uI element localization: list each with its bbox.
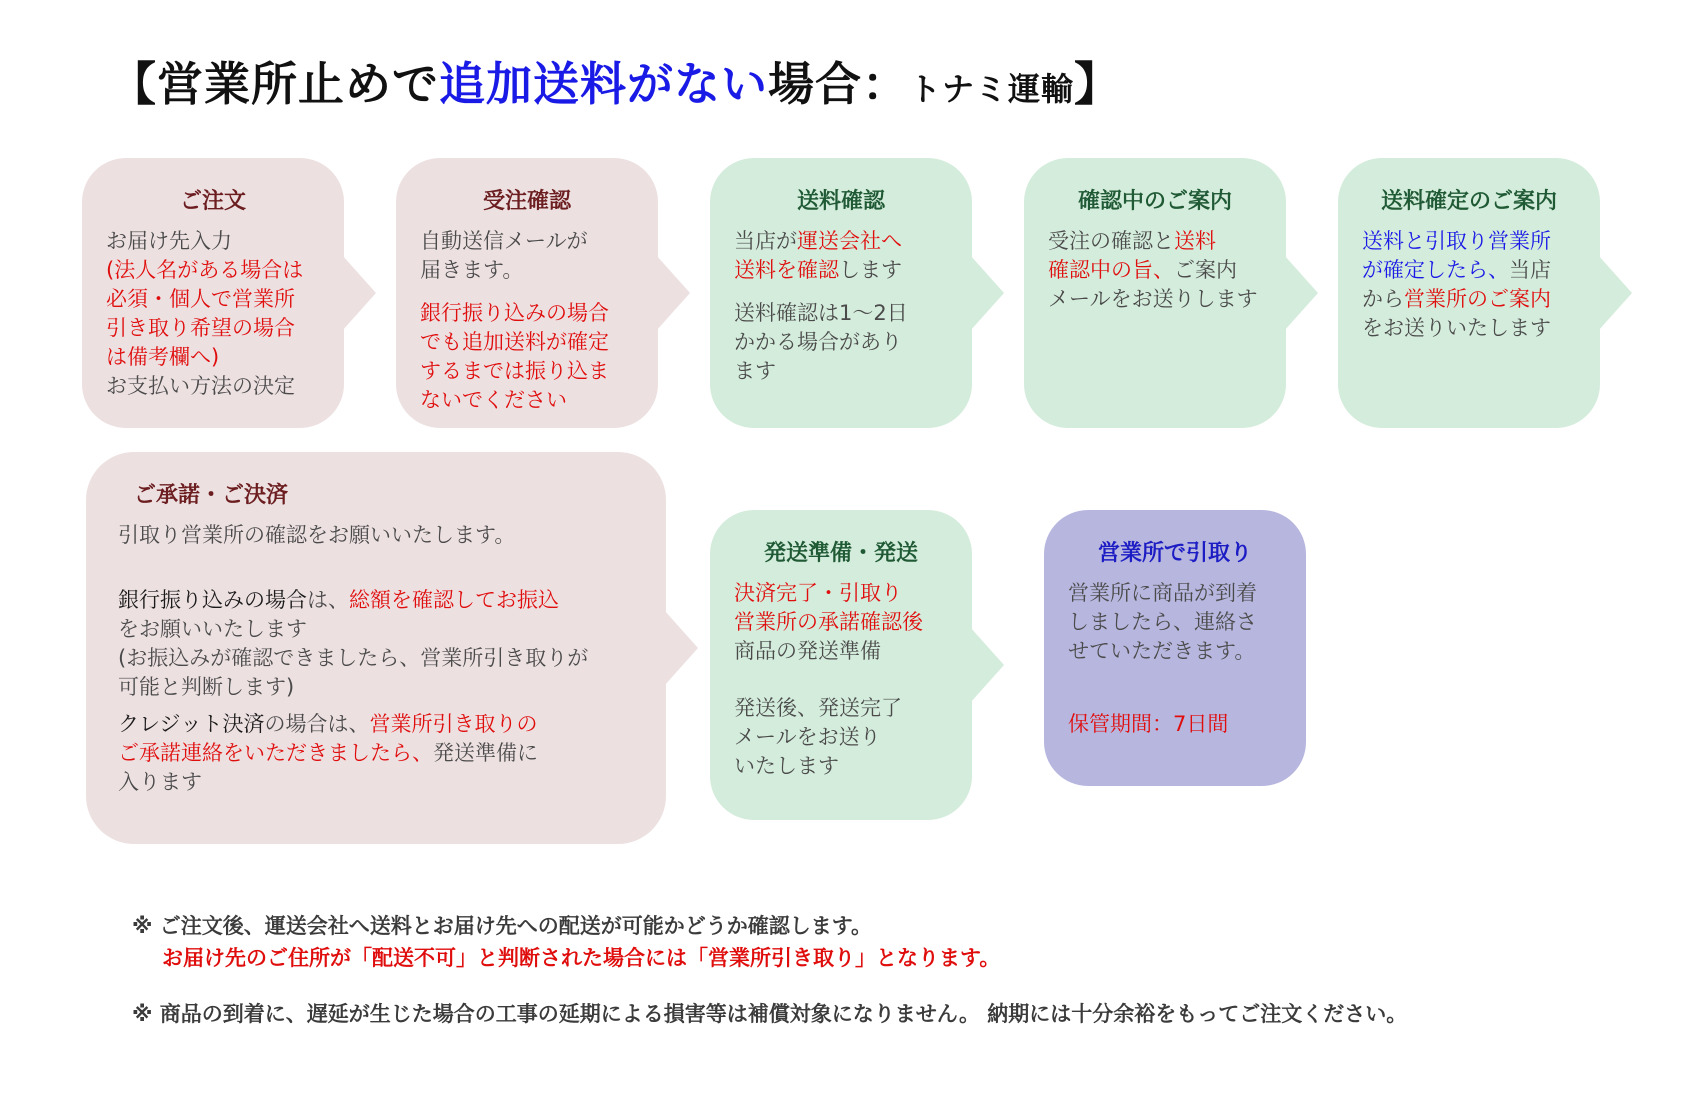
text-segment: 送料 xyxy=(1174,229,1216,253)
text-segment: します xyxy=(839,258,902,282)
step-approval-title: ご承諾・ご決済 xyxy=(134,483,289,508)
text-segment: 営業所引き取りの xyxy=(369,712,538,736)
text-segment: 運送会社へ xyxy=(797,229,902,253)
text-segment: は、 xyxy=(307,588,349,612)
text-segment: 営業所のご案内 xyxy=(1404,287,1551,311)
text-line: (お振込みが確認できましたら、営業所引き取りが xyxy=(118,646,589,670)
step-pickup-title: 営業所で引取り xyxy=(1097,541,1252,566)
text-segment: 総額を確認してお振込 xyxy=(349,588,559,612)
note-1-text: ※ ご注文後、運送会社へ送料とお届け先への配送が可能かどうか確認します。 xyxy=(132,914,873,938)
step-shipping-check-line: 送料確認は1～2日 xyxy=(734,301,908,325)
step-confirm-title: 受注確認 xyxy=(482,189,571,214)
text-segment: の場合は、 xyxy=(264,712,370,736)
text-segment: 発送準備に xyxy=(433,741,538,765)
step-order-card xyxy=(82,158,344,428)
note-1-warning: お届け先のご住所が「配送不可」と判断された場合には「営業所引き取り」となります。 xyxy=(162,946,1001,970)
title-part1: 【営業所止めで xyxy=(110,57,439,111)
step-dispatch-title: 発送準備・発送 xyxy=(763,541,918,566)
step-dispatch-card xyxy=(710,510,972,820)
step-shipping-check-title: 送料確認 xyxy=(796,189,885,214)
text-line: 営業所の承諾確認後 xyxy=(734,610,923,634)
step-confirm-warning-line: でも追加送料が確定 xyxy=(420,330,609,354)
step-order-line: 必須・個人で営業所 xyxy=(106,287,295,311)
step-order-body xyxy=(82,227,344,401)
text-line: 決済完了・引取り xyxy=(734,581,902,605)
step-checking-notice-card xyxy=(1024,158,1286,428)
step-order-line: お届け先入力 xyxy=(106,229,232,253)
step-order-title: ご注文 xyxy=(179,189,246,214)
step-approval-card xyxy=(86,452,666,844)
text-line: をお願いいたします xyxy=(118,617,307,641)
text-line: しましたら、連絡さ xyxy=(1068,610,1257,634)
text-segment: 当店が xyxy=(734,229,797,253)
text-line: 発送後、発送完了 xyxy=(734,696,902,720)
text-line: メールをお送りします xyxy=(1048,287,1258,311)
step-shipping-check-line: ます xyxy=(734,359,776,383)
title-part2: 場合： xyxy=(768,57,909,111)
text-line: 可能と判断します) xyxy=(118,675,295,699)
text-segment: 確認中の旨、 xyxy=(1048,258,1174,282)
text-segment: が確定したら、 xyxy=(1362,258,1509,282)
step-shipping-check-body xyxy=(710,227,972,386)
title-highlight: 追加送料がない xyxy=(439,57,768,111)
note-2-text: ※ 商品の到着に、遅延が生じた場合の工事の延期による損害等は補償対象になりません。 納期には十分余裕をもってご注文ください。 xyxy=(132,1002,1408,1026)
step-order-line: お支払い方法の決定 xyxy=(106,374,295,398)
text-line: いたします xyxy=(734,754,839,778)
text-segment: ご承諾連絡をいただきましたら、 xyxy=(118,741,433,765)
text-segment: ご案内 xyxy=(1174,258,1237,282)
note-1 xyxy=(132,910,1000,972)
step-confirm-warning-line: ないでください xyxy=(420,388,567,412)
text-line: 営業所に商品が到着 xyxy=(1068,581,1257,605)
step-confirm-body xyxy=(396,227,658,415)
step-confirm-warning-line: 銀行振り込みの場合 xyxy=(420,301,609,325)
title-close: 】 xyxy=(1074,57,1122,111)
step-confirm-line: 届きます。 xyxy=(420,258,524,282)
text-line: をお送りいたします xyxy=(1362,316,1551,340)
step-confirm-line: 自動送信メールが xyxy=(420,229,588,253)
step-checking-notice-title: 確認中のご案内 xyxy=(1077,189,1232,214)
storage-period: 保管期間：7日間 xyxy=(1068,712,1229,736)
text-line: 入ります xyxy=(118,770,202,794)
step-shipping-check-card xyxy=(710,158,972,428)
step-pickup-card xyxy=(1044,510,1306,786)
text-line: 送料と引取り営業所 xyxy=(1362,229,1551,253)
text-line: メールをお送り xyxy=(734,725,881,749)
step-shipping-fixed-card xyxy=(1338,158,1600,428)
text-line: せていただきます。 xyxy=(1068,639,1256,663)
step-shipping-check-line: かかる場合があり xyxy=(734,330,902,354)
text-segment: から xyxy=(1362,287,1404,311)
step-order-line: 引き取り希望の場合 xyxy=(106,316,295,340)
text-segment: クレジット決済 xyxy=(118,712,265,736)
step-order-line: は備考欄へ) xyxy=(106,345,220,369)
title-carrier: トナミ運輸 xyxy=(909,70,1075,108)
approval-intro: 引取り営業所の確認をお願いいたします。 xyxy=(118,523,516,547)
step-confirm-card xyxy=(396,158,658,428)
note-2 xyxy=(132,998,1407,1028)
text-line: 商品の発送準備 xyxy=(734,639,881,663)
step-dispatch-body xyxy=(710,579,972,781)
page-title xyxy=(110,48,1121,114)
step-pickup-body xyxy=(1044,579,1306,739)
step-shipping-fixed-title: 送料確定のご案内 xyxy=(1380,189,1557,214)
text-segment: 受注の確認と xyxy=(1048,229,1174,253)
text-segment: 銀行振り込みの場合 xyxy=(118,588,307,612)
step-confirm-warning-line: するまでは振り込ま xyxy=(420,359,609,383)
text-segment: 送料を確認 xyxy=(734,258,839,282)
step-checking-notice-body xyxy=(1024,227,1286,314)
text-segment: 当店 xyxy=(1509,258,1551,282)
step-approval-body xyxy=(86,521,666,797)
step-shipping-fixed-body xyxy=(1338,227,1600,343)
step-order-line: (法人名がある場合は xyxy=(106,258,304,282)
